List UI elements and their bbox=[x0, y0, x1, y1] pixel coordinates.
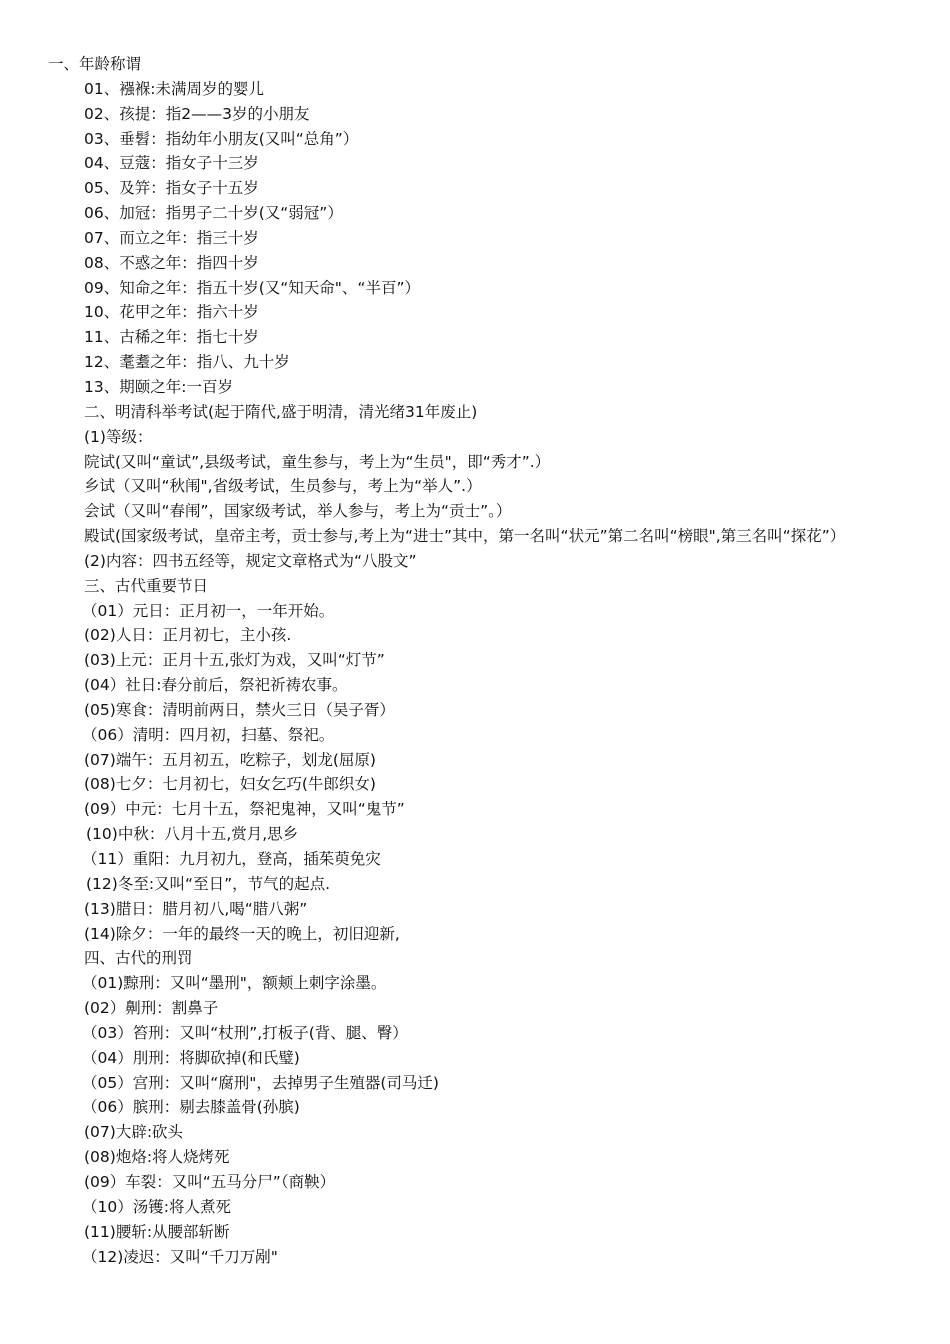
list-item: (14)除夕：一年的最终一天的晚上，初旧迎新, bbox=[84, 924, 400, 943]
list-item: 乡试（又叫“秋闱",省级考试，生员参与，考上为“举人”.） bbox=[84, 477, 482, 496]
list-item: （12)凌迟：又叫“千刀万剐" bbox=[82, 1247, 278, 1266]
list-item: (02)人日：正月初七，主小孩. bbox=[84, 626, 292, 645]
list-item: 11、古稀之年：指七十岁 bbox=[84, 328, 259, 347]
list-item: （11）重阳：九月初九，登高，插茱萸免灾 bbox=[82, 850, 381, 868]
list-item: 05、及笄：指女子十五岁 bbox=[84, 179, 259, 198]
list-item: 06、加冠：指男子二十岁(又“弱冠”） bbox=[84, 204, 343, 223]
list-item: (09）车裂：又叫“五马分尸”（商鞅） bbox=[84, 1172, 336, 1191]
list-item: (07)端午：五月初五，吃粽子，划龙(屈原) bbox=[84, 750, 376, 769]
section-heading-festivals: 三、古代重要节日 bbox=[84, 576, 209, 595]
list-item: （06）清明：四月初，扫墓、祭祀。 bbox=[82, 725, 335, 744]
list-item: (03)上元：正月十五,张灯为戏，又叫“灯节” bbox=[84, 651, 385, 670]
section-heading-age-titles: 一、年龄称谓 bbox=[48, 55, 142, 73]
list-item: (09）中元：七月十五，祭祀鬼神，又叫“鬼节” bbox=[84, 800, 405, 819]
list-item: （10）汤镬:将人煮死 bbox=[82, 1197, 231, 1216]
section-heading-punishments: 四、古代的刑罚 bbox=[84, 949, 193, 968]
list-item: （04）刖刑：将脚砍掉(和氏璧) bbox=[82, 1048, 300, 1067]
list-item: (12)冬至:又叫“至日”，节气的起点. bbox=[86, 874, 331, 893]
list-item-palace-exam: 殿试(国家级考试，皇帝主考，贡士参与,考上为“进士”其中，第一名叫“状元”第二名叫“榜眼",第三名叫“探花”） bbox=[84, 527, 846, 546]
list-item: (11)腰斩:从腰部斩断 bbox=[84, 1222, 230, 1241]
list-item: 02、孩提：指2——3岁的小朋友 bbox=[84, 104, 310, 123]
list-item: 09、知命之年：指五十岁(又“知天命"、“半百”） bbox=[84, 278, 420, 297]
section-heading-imperial-exams: 二、明清科举考试(起于隋代,盛于明清，清光绪31年废止) bbox=[84, 402, 478, 421]
list-item: 03、垂髫：指幼年小朋友(又叫“总角”） bbox=[84, 129, 359, 148]
list-item: 01、襁褓:未满周岁的婴儿 bbox=[84, 79, 264, 98]
list-item: 院试(又叫“童试”,县级考试，童生参与，考上为“生员"，即“秀才”.） bbox=[84, 452, 551, 471]
list-item: 13、期颐之年:一百岁 bbox=[84, 377, 233, 396]
list-item: （01)黥刑：又叫“墨刑"，额颊上刺字涂墨。 bbox=[82, 974, 387, 993]
list-item: (02）劓刑：割鼻子 bbox=[84, 999, 219, 1018]
list-item: 会试（又叫“春闱”，国家级考试，举人参与，考上为“贡士”。） bbox=[84, 502, 512, 521]
subheading-levels: (1)等级： bbox=[84, 427, 153, 446]
list-item: (04）社日:春分前后，祭祀祈祷农事。 bbox=[84, 676, 348, 695]
list-item: 04、豆蔻：指女子十三岁 bbox=[84, 154, 259, 173]
list-item: 07、而立之年：指三十岁 bbox=[84, 228, 259, 247]
list-item: 12、耄耋之年：指八、九十岁 bbox=[84, 353, 290, 372]
list-item: (07)大辟:砍头 bbox=[84, 1123, 184, 1142]
list-item: （05）宫刑：又叫“腐刑"，去掉男子生殖器(司马迁) bbox=[82, 1073, 439, 1092]
list-item: (08)七夕：七月初七，妇女乞巧(牛郎织女) bbox=[84, 775, 376, 794]
list-item: (08)炮烙:将人烧烤死 bbox=[84, 1148, 230, 1167]
subheading-content: (2)内容：四书五经等，规定文章格式为“八股文” bbox=[84, 551, 417, 570]
list-item: （03）笞刑：又叫“杖刑”,打板子(背、腿、臀） bbox=[82, 1023, 408, 1042]
list-item: 10、花甲之年：指六十岁 bbox=[84, 303, 259, 322]
list-item: 08、不惑之年：指四十岁 bbox=[84, 253, 259, 272]
list-item: (05)寒食：清明前两日，禁火三日（吴子胥） bbox=[84, 700, 395, 719]
list-item: （01）元日：正月初一，一年开始。 bbox=[82, 601, 335, 620]
list-item: (13)腊日：腊月初八,喝“腊八粥” bbox=[84, 899, 308, 918]
list-item: （06）膑刑：剔去膝盖骨(孙膑) bbox=[82, 1098, 300, 1117]
list-item: (10)中秋：八月十五,赏月,思乡 bbox=[86, 825, 299, 844]
